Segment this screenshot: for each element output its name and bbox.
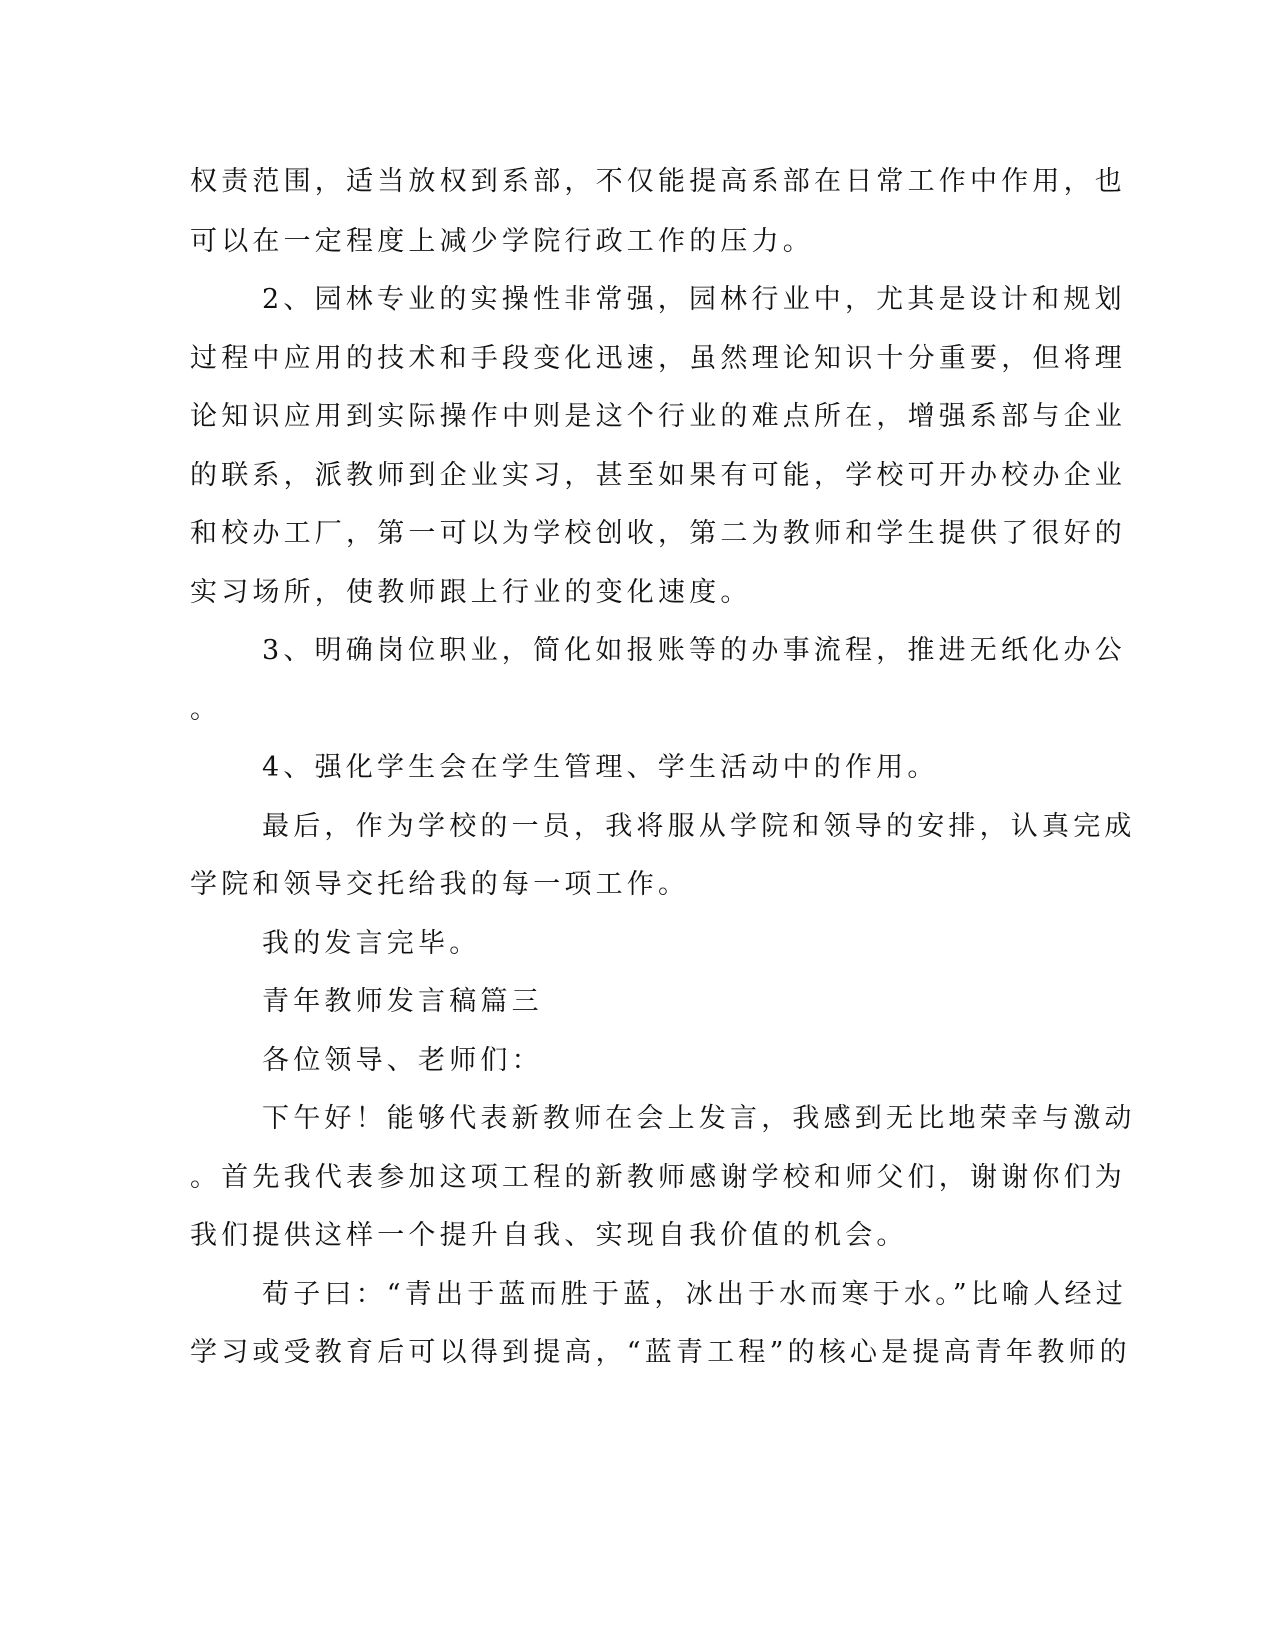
text-line: 论知识应用到实际操作中则是这个行业的难点所在，增强系部与企业 <box>190 401 1126 432</box>
text-line: 实习场所，使教师跟上行业的变化速度。 <box>190 577 752 608</box>
text-line: 权责范围，适当放权到系部，不仅能提高系部在日常工作中作用，也 <box>190 166 1126 197</box>
salutation: 各位领导、老师们： <box>262 1045 543 1076</box>
paragraph-start-line: 3、明确岗位职业，简化如报账等的办事流程，推进无纸化办公 <box>262 635 1126 666</box>
paragraph-start-line: 4、强化学生会在学生管理、学生活动中的作用。 <box>262 752 939 783</box>
paragraph-start-line: 我的发言完毕。 <box>262 928 481 959</box>
text-line: 。 <box>190 694 222 725</box>
text-line: 。首先我代表参加这项工程的新教师感谢学校和师父们，谢谢你们为 <box>190 1162 1126 1193</box>
paragraph-start-line: 下午好！能够代表新教师在会上发言，我感到无比地荣幸与激动 <box>262 1103 1136 1134</box>
text-line: 可以在一定程度上减少学院行政工作的压力。 <box>190 226 814 257</box>
text-line: 学院和领导交托给我的每一项工作。 <box>190 869 690 900</box>
text-line: 学习或受教育后可以得到提高，“蓝青工程”的核心是提高青年教师的 <box>190 1337 1131 1368</box>
paragraph-start-line: 2、园林专业的实操性非常强，园林行业中，尤其是设计和规划 <box>262 284 1126 315</box>
text-line: 和校办工厂，第一可以为学校创收，第二为教师和学生提供了很好的 <box>190 518 1126 549</box>
text-line: 我们提供这样一个提升自我、实现自我价值的机会。 <box>190 1220 908 1251</box>
paragraph-start-line: 荀子曰：“青出于蓝而胜于蓝，冰出于水而寒于水。”比喻人经过 <box>262 1279 1127 1310</box>
section-title: 青年教师发言稿篇三 <box>262 986 543 1017</box>
paragraph-start-line: 最后，作为学校的一员，我将服从学院和领导的安排，认真完成 <box>262 811 1136 842</box>
text-line: 的联系，派教师到企业实习，甚至如果有可能，学校可开办校办企业 <box>190 460 1126 491</box>
text-line: 过程中应用的技术和手段变化迅速，虽然理论知识十分重要，但将理 <box>190 343 1126 374</box>
